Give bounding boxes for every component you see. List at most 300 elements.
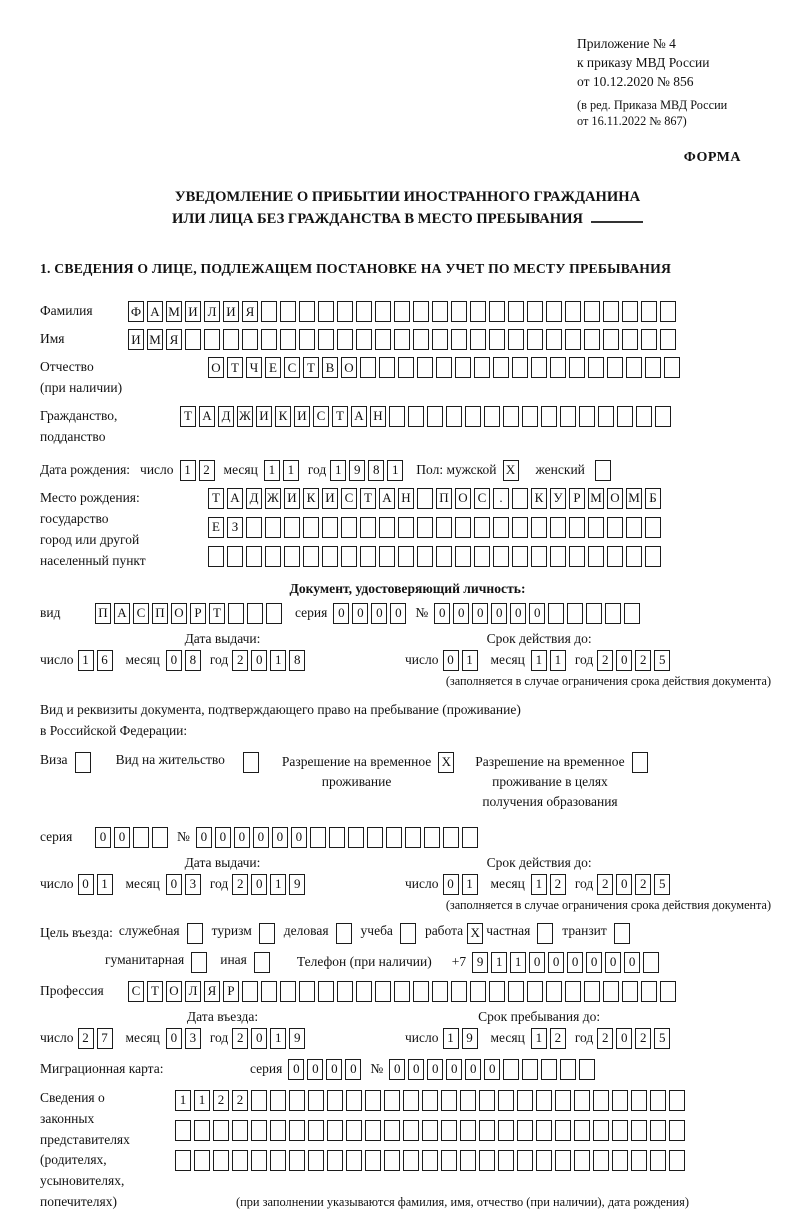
issue-year-input[interactable] [232, 650, 308, 671]
char-cell[interactable] [512, 546, 528, 567]
char-cell[interactable]: Н [398, 488, 414, 509]
char-cell[interactable] [493, 546, 509, 567]
char-cell[interactable] [614, 923, 630, 944]
char-cell[interactable]: . [493, 488, 509, 509]
char-cell[interactable]: 5 [654, 874, 670, 895]
char-cell[interactable]: Т [180, 406, 196, 427]
char-cell[interactable]: С [284, 357, 300, 378]
visa-checkbox[interactable] [75, 752, 94, 773]
char-cell[interactable] [133, 827, 149, 848]
char-cell[interactable] [508, 981, 524, 1002]
char-cell[interactable]: К [275, 406, 291, 427]
char-cell[interactable] [191, 952, 207, 973]
char-cell[interactable]: 0 [443, 874, 459, 895]
char-cell[interactable] [360, 517, 376, 538]
char-cell[interactable] [446, 406, 462, 427]
expiry-year-input[interactable] [597, 650, 673, 671]
char-cell[interactable]: 0 [326, 1059, 342, 1080]
char-cell[interactable] [470, 329, 486, 350]
char-cell[interactable]: А [227, 488, 243, 509]
char-cell[interactable]: А [379, 488, 395, 509]
char-cell[interactable]: 1 [283, 460, 299, 481]
residence-number-input[interactable] [196, 827, 481, 848]
purpose-humanitarian-checkbox[interactable] [191, 952, 210, 973]
char-cell[interactable] [498, 1090, 514, 1111]
sex-male-checkbox[interactable] [503, 460, 522, 481]
char-cell[interactable] [365, 1120, 381, 1141]
char-cell[interactable]: Т [208, 488, 224, 509]
char-cell[interactable] [348, 827, 364, 848]
char-cell[interactable]: О [607, 488, 623, 509]
char-cell[interactable]: 1 [531, 1028, 547, 1049]
char-cell[interactable] [617, 406, 633, 427]
char-cell[interactable] [223, 329, 239, 350]
char-cell[interactable] [460, 1120, 476, 1141]
char-cell[interactable] [356, 301, 372, 322]
char-cell[interactable] [603, 981, 619, 1002]
surname-input[interactable] [128, 301, 679, 322]
char-cell[interactable]: 9 [462, 1028, 478, 1049]
char-cell[interactable] [484, 406, 500, 427]
char-cell[interactable]: X [503, 460, 519, 481]
char-cell[interactable]: 0 [472, 603, 488, 624]
char-cell[interactable] [586, 603, 602, 624]
char-cell[interactable] [417, 517, 433, 538]
char-cell[interactable] [270, 1090, 286, 1111]
char-cell[interactable]: 0 [484, 1059, 500, 1080]
char-cell[interactable]: С [313, 406, 329, 427]
char-cell[interactable] [365, 1150, 381, 1171]
char-cell[interactable] [400, 923, 416, 944]
char-cell[interactable] [550, 357, 566, 378]
char-cell[interactable]: 0 [166, 874, 182, 895]
char-cell[interactable]: 5 [654, 1028, 670, 1049]
char-cell[interactable]: 2 [78, 1028, 94, 1049]
char-cell[interactable]: 1 [270, 1028, 286, 1049]
char-cell[interactable]: 2 [635, 650, 651, 671]
char-cell[interactable]: С [341, 488, 357, 509]
char-cell[interactable] [498, 1120, 514, 1141]
char-cell[interactable] [232, 1150, 248, 1171]
char-cell[interactable] [531, 546, 547, 567]
char-cell[interactable] [451, 301, 467, 322]
char-cell[interactable] [356, 329, 372, 350]
char-cell[interactable]: 8 [368, 460, 384, 481]
char-cell[interactable] [432, 301, 448, 322]
char-cell[interactable] [228, 603, 244, 624]
char-cell[interactable] [194, 1120, 210, 1141]
char-cell[interactable]: О [208, 357, 224, 378]
char-cell[interactable]: М [588, 488, 604, 509]
char-cell[interactable] [308, 1090, 324, 1111]
char-cell[interactable] [555, 1120, 571, 1141]
char-cell[interactable] [398, 517, 414, 538]
char-cell[interactable] [588, 517, 604, 538]
char-cell[interactable]: 2 [199, 460, 215, 481]
entry-month-input[interactable] [166, 1028, 204, 1049]
char-cell[interactable]: Т [209, 603, 225, 624]
char-cell[interactable] [329, 827, 345, 848]
char-cell[interactable] [669, 1120, 685, 1141]
char-cell[interactable]: Д [246, 488, 262, 509]
char-cell[interactable] [398, 357, 414, 378]
char-cell[interactable]: Л [204, 301, 220, 322]
char-cell[interactable] [284, 517, 300, 538]
char-cell[interactable]: П [152, 603, 168, 624]
char-cell[interactable] [375, 329, 391, 350]
char-cell[interactable] [375, 301, 391, 322]
char-cell[interactable] [612, 1120, 628, 1141]
char-cell[interactable] [417, 488, 433, 509]
char-cell[interactable] [394, 329, 410, 350]
expiry-day-input[interactable] [443, 650, 481, 671]
char-cell[interactable] [384, 1090, 400, 1111]
char-cell[interactable] [527, 329, 543, 350]
purpose-transit-checkbox[interactable] [614, 923, 633, 944]
birth-year-input[interactable] [330, 460, 406, 481]
char-cell[interactable] [537, 923, 553, 944]
char-cell[interactable]: 1 [270, 650, 286, 671]
char-cell[interactable] [432, 981, 448, 1002]
char-cell[interactable] [493, 357, 509, 378]
char-cell[interactable]: 0 [446, 1059, 462, 1080]
sex-female-checkbox[interactable] [595, 460, 614, 481]
char-cell[interactable] [259, 923, 275, 944]
char-cell[interactable] [436, 357, 452, 378]
char-cell[interactable]: Т [360, 488, 376, 509]
char-cell[interactable] [584, 329, 600, 350]
char-cell[interactable]: 2 [635, 874, 651, 895]
char-cell[interactable]: И [185, 301, 201, 322]
char-cell[interactable] [462, 827, 478, 848]
birth-month-input[interactable] [264, 460, 302, 481]
char-cell[interactable] [622, 981, 638, 1002]
char-cell[interactable]: 0 [215, 827, 231, 848]
char-cell[interactable] [536, 1150, 552, 1171]
char-cell[interactable] [527, 301, 543, 322]
char-cell[interactable] [664, 357, 680, 378]
char-cell[interactable] [185, 329, 201, 350]
char-cell[interactable] [455, 546, 471, 567]
char-cell[interactable] [650, 1150, 666, 1171]
char-cell[interactable] [460, 1090, 476, 1111]
char-cell[interactable] [337, 301, 353, 322]
char-cell[interactable]: 2 [550, 1028, 566, 1049]
char-cell[interactable] [584, 301, 600, 322]
char-cell[interactable] [251, 1090, 267, 1111]
char-cell[interactable] [546, 301, 562, 322]
char-cell[interactable]: 2 [635, 1028, 651, 1049]
char-cell[interactable] [441, 1090, 457, 1111]
char-cell[interactable] [261, 981, 277, 1002]
char-cell[interactable]: 0 [251, 874, 267, 895]
char-cell[interactable]: С [474, 488, 490, 509]
temp-residence-edu-checkbox[interactable] [632, 752, 651, 773]
char-cell[interactable] [270, 1120, 286, 1141]
char-cell[interactable]: 0 [251, 1028, 267, 1049]
char-cell[interactable] [607, 546, 623, 567]
char-cell[interactable]: 1 [462, 650, 478, 671]
char-cell[interactable] [508, 301, 524, 322]
char-cell[interactable] [650, 1120, 666, 1141]
char-cell[interactable] [327, 1120, 343, 1141]
char-cell[interactable] [398, 546, 414, 567]
char-cell[interactable] [443, 827, 459, 848]
char-cell[interactable] [569, 357, 585, 378]
char-cell[interactable] [394, 301, 410, 322]
char-cell[interactable]: 1 [264, 460, 280, 481]
char-cell[interactable] [584, 981, 600, 1002]
residence-issue-day-input[interactable] [78, 874, 116, 895]
char-cell[interactable]: 1 [194, 1090, 210, 1111]
char-cell[interactable] [626, 546, 642, 567]
char-cell[interactable] [550, 517, 566, 538]
char-cell[interactable]: 0 [272, 827, 288, 848]
char-cell[interactable] [479, 1090, 495, 1111]
char-cell[interactable]: 2 [597, 874, 613, 895]
char-cell[interactable] [622, 329, 638, 350]
char-cell[interactable] [289, 1090, 305, 1111]
char-cell[interactable] [346, 1150, 362, 1171]
char-cell[interactable] [318, 329, 334, 350]
char-cell[interactable] [232, 1120, 248, 1141]
char-cell[interactable] [308, 1150, 324, 1171]
char-cell[interactable] [612, 1150, 628, 1171]
char-cell[interactable] [527, 981, 543, 1002]
char-cell[interactable] [470, 301, 486, 322]
char-cell[interactable]: У [550, 488, 566, 509]
char-cell[interactable] [567, 603, 583, 624]
stay-month-input[interactable] [531, 1028, 569, 1049]
char-cell[interactable] [270, 1150, 286, 1171]
char-cell[interactable] [246, 546, 262, 567]
char-cell[interactable]: 0 [333, 603, 349, 624]
char-cell[interactable]: О [171, 603, 187, 624]
char-cell[interactable] [341, 517, 357, 538]
representatives-input-line2[interactable] [175, 1120, 688, 1141]
char-cell[interactable]: 8 [185, 650, 201, 671]
char-cell[interactable] [360, 546, 376, 567]
char-cell[interactable]: 0 [529, 952, 545, 973]
char-cell[interactable]: 0 [166, 650, 182, 671]
char-cell[interactable]: П [95, 603, 111, 624]
char-cell[interactable] [474, 357, 490, 378]
char-cell[interactable] [266, 603, 282, 624]
char-cell[interactable]: 2 [232, 1090, 248, 1111]
char-cell[interactable] [422, 1090, 438, 1111]
char-cell[interactable] [413, 301, 429, 322]
char-cell[interactable] [384, 1150, 400, 1171]
char-cell[interactable] [560, 406, 576, 427]
char-cell[interactable] [75, 752, 91, 773]
purpose-tourism-checkbox[interactable] [259, 923, 278, 944]
char-cell[interactable] [536, 1090, 552, 1111]
char-cell[interactable] [645, 546, 661, 567]
char-cell[interactable] [631, 1150, 647, 1171]
char-cell[interactable] [303, 517, 319, 538]
char-cell[interactable] [455, 517, 471, 538]
birth-day-input[interactable] [180, 460, 218, 481]
char-cell[interactable] [489, 301, 505, 322]
char-cell[interactable]: 0 [434, 603, 450, 624]
char-cell[interactable] [337, 329, 353, 350]
char-cell[interactable] [655, 406, 671, 427]
char-cell[interactable]: 0 [288, 1059, 304, 1080]
char-cell[interactable]: 1 [531, 650, 547, 671]
char-cell[interactable]: А [351, 406, 367, 427]
char-cell[interactable]: Т [332, 406, 348, 427]
char-cell[interactable]: X [438, 752, 454, 773]
residence-expiry-month-input[interactable] [531, 874, 569, 895]
char-cell[interactable]: О [455, 488, 471, 509]
char-cell[interactable] [641, 301, 657, 322]
char-cell[interactable] [243, 752, 259, 773]
char-cell[interactable]: 2 [232, 650, 248, 671]
char-cell[interactable]: П [436, 488, 452, 509]
char-cell[interactable] [337, 981, 353, 1002]
char-cell[interactable] [318, 981, 334, 1002]
temp-residence-checkbox[interactable] [438, 752, 457, 773]
char-cell[interactable] [593, 1090, 609, 1111]
char-cell[interactable]: 1 [550, 650, 566, 671]
char-cell[interactable] [574, 1150, 590, 1171]
char-cell[interactable] [546, 329, 562, 350]
char-cell[interactable] [451, 329, 467, 350]
char-cell[interactable] [512, 357, 528, 378]
char-cell[interactable]: 0 [389, 1059, 405, 1080]
char-cell[interactable] [517, 1120, 533, 1141]
char-cell[interactable] [569, 546, 585, 567]
char-cell[interactable]: 6 [97, 650, 113, 671]
char-cell[interactable] [403, 1090, 419, 1111]
char-cell[interactable] [641, 981, 657, 1002]
char-cell[interactable]: Т [227, 357, 243, 378]
char-cell[interactable] [389, 406, 405, 427]
char-cell[interactable]: И [294, 406, 310, 427]
char-cell[interactable]: М [166, 301, 182, 322]
char-cell[interactable] [588, 546, 604, 567]
char-cell[interactable] [365, 1090, 381, 1111]
char-cell[interactable]: 0 [371, 603, 387, 624]
char-cell[interactable] [152, 827, 168, 848]
char-cell[interactable]: 9 [349, 460, 365, 481]
char-cell[interactable]: 1 [491, 952, 507, 973]
char-cell[interactable]: 0 [390, 603, 406, 624]
representatives-input-line1[interactable] [175, 1090, 688, 1111]
char-cell[interactable]: М [147, 329, 163, 350]
char-cell[interactable] [417, 546, 433, 567]
char-cell[interactable]: Я [166, 329, 182, 350]
char-cell[interactable] [284, 546, 300, 567]
char-cell[interactable]: 0 [443, 650, 459, 671]
char-cell[interactable] [327, 1150, 343, 1171]
char-cell[interactable] [626, 357, 642, 378]
purpose-official-checkbox[interactable] [187, 923, 206, 944]
char-cell[interactable] [595, 460, 611, 481]
char-cell[interactable]: 0 [251, 650, 267, 671]
char-cell[interactable]: Я [242, 301, 258, 322]
char-cell[interactable]: Е [265, 357, 281, 378]
char-cell[interactable]: К [531, 488, 547, 509]
birthplace-input-line2[interactable] [208, 517, 664, 538]
char-cell[interactable]: 0 [307, 1059, 323, 1080]
char-cell[interactable] [541, 406, 557, 427]
patronymic-input[interactable] [208, 357, 683, 378]
char-cell[interactable] [660, 301, 676, 322]
char-cell[interactable]: 0 [624, 952, 640, 973]
char-cell[interactable] [336, 923, 352, 944]
char-cell[interactable]: 2 [232, 1028, 248, 1049]
char-cell[interactable] [455, 357, 471, 378]
char-cell[interactable] [555, 1090, 571, 1111]
char-cell[interactable] [289, 1120, 305, 1141]
char-cell[interactable] [436, 517, 452, 538]
residence-expiry-year-input[interactable] [597, 874, 673, 895]
char-cell[interactable] [555, 1150, 571, 1171]
char-cell[interactable] [565, 329, 581, 350]
char-cell[interactable] [213, 1120, 229, 1141]
char-cell[interactable] [541, 1059, 557, 1080]
char-cell[interactable] [213, 1150, 229, 1171]
char-cell[interactable] [299, 981, 315, 1002]
doc-number-input[interactable] [434, 603, 643, 624]
doc-series-input[interactable] [333, 603, 409, 624]
char-cell[interactable] [422, 1150, 438, 1171]
char-cell[interactable]: Н [370, 406, 386, 427]
char-cell[interactable]: З [227, 517, 243, 538]
char-cell[interactable] [451, 981, 467, 1002]
char-cell[interactable] [612, 1090, 628, 1111]
residence-issue-year-input[interactable] [232, 874, 308, 895]
char-cell[interactable] [489, 981, 505, 1002]
char-cell[interactable]: А [114, 603, 130, 624]
char-cell[interactable]: О [166, 981, 182, 1002]
char-cell[interactable] [522, 1059, 538, 1080]
char-cell[interactable]: 0 [605, 952, 621, 973]
char-cell[interactable] [565, 981, 581, 1002]
char-cell[interactable]: И [256, 406, 272, 427]
char-cell[interactable]: 5 [654, 650, 670, 671]
char-cell[interactable] [204, 329, 220, 350]
char-cell[interactable] [413, 329, 429, 350]
char-cell[interactable]: Б [645, 488, 661, 509]
char-cell[interactable]: 1 [78, 650, 94, 671]
char-cell[interactable]: 0 [427, 1059, 443, 1080]
char-cell[interactable]: 2 [597, 1028, 613, 1049]
char-cell[interactable] [327, 1090, 343, 1111]
char-cell[interactable]: 0 [95, 827, 111, 848]
char-cell[interactable]: Е [208, 517, 224, 538]
migration-series-input[interactable] [288, 1059, 364, 1080]
char-cell[interactable] [280, 981, 296, 1002]
char-cell[interactable]: 0 [529, 603, 545, 624]
char-cell[interactable]: 0 [345, 1059, 361, 1080]
char-cell[interactable] [261, 329, 277, 350]
char-cell[interactable] [346, 1120, 362, 1141]
char-cell[interactable] [531, 357, 547, 378]
char-cell[interactable]: Т [147, 981, 163, 1002]
char-cell[interactable] [531, 517, 547, 538]
char-cell[interactable]: 0 [491, 603, 507, 624]
entry-day-input[interactable] [78, 1028, 116, 1049]
expiry-month-input[interactable] [531, 650, 569, 671]
purpose-study-checkbox[interactable] [400, 923, 419, 944]
char-cell[interactable] [579, 406, 595, 427]
purpose-other-checkbox[interactable] [254, 952, 273, 973]
char-cell[interactable] [265, 546, 281, 567]
char-cell[interactable]: Д [218, 406, 234, 427]
char-cell[interactable] [643, 952, 659, 973]
